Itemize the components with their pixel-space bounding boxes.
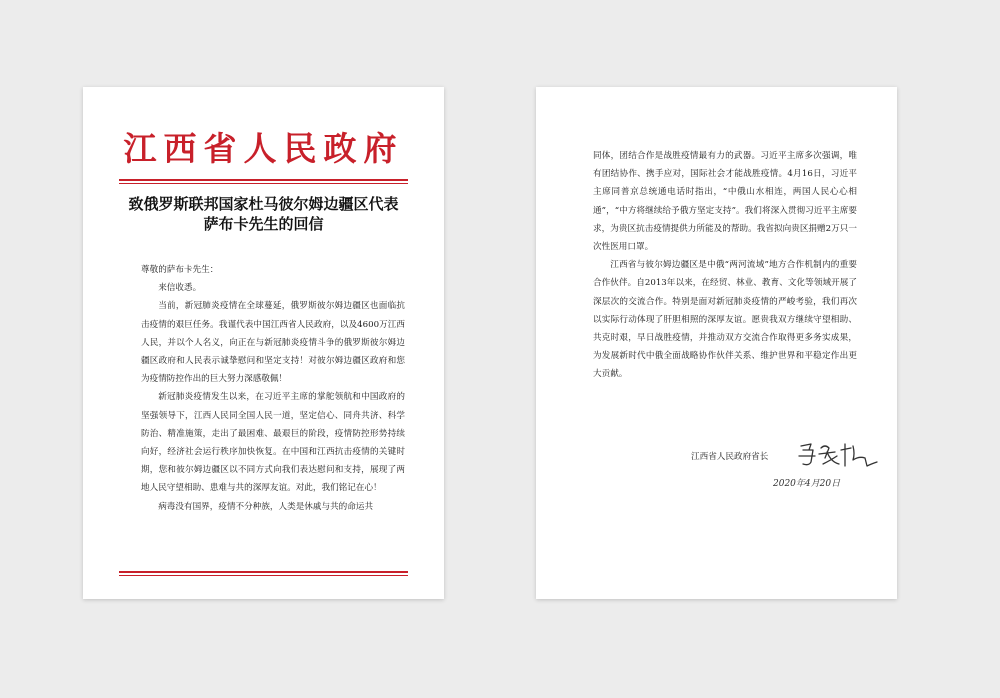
signature-block (691, 438, 891, 478)
paragraph: 江西省与彼尔姆边疆区是中俄“两河流域”地方合作机制内的重要合作伙伴。自2013年以来，在经贸、林业、教育、文化等领域开展了深层次的交流合作。特别是面对新冠肺炎疫情的严峻考验，我们再次以实际行动体现了肝胆相照的深厚友谊。愿贵我双方继续守望相助、共克时艰，早日战胜疫情，并推动双方交流合作取得更多务实成果，为发展新时代中俄全面战略协作伙伴关系、维护世界和平稳定作出更大贡献。 (593, 260, 857, 380)
handwritten-signature (795, 438, 881, 472)
paragraph: 当前，新冠肺炎疫情在全球蔓延，俄罗斯彼尔姆边疆区也面临抗击疫情的艰巨任务。我谨代表中国江西省人民政府，以及4600万江西人民，并以个人名义，向正在与新冠肺炎疫情斗争的俄罗斯彼尔姆边疆区政府和人民表示诚挚慰问和坚定支持！对彼尔姆边疆区政府和您为疫情防控作出的巨大努力深感敬佩！ (141, 301, 405, 385)
letter-title-line-1: 致俄罗斯联邦国家杜马彼尔姆边疆区代表 (128, 195, 399, 213)
footer-rule (119, 571, 408, 573)
paragraph: 病毒没有国界，疫情不分种族，人类是休戚与共的命运共 (158, 501, 374, 512)
letter-page-1 (83, 87, 444, 599)
letter-page-2 (536, 87, 897, 599)
handwritten-date: 2020年4月20日 (773, 479, 841, 489)
letter-body-page-2 (593, 147, 857, 384)
signatory-title: 江西省人民政府省长 (691, 452, 769, 462)
letterhead: 江西省人民政府 (123, 129, 404, 168)
paragraph: 同体，团结合作是战胜疫情最有力的武器。习近平主席多次强调，唯有团结协作、携手应对，国际社会才能战胜疫情。4月16日，习近平主席同普京总统通电话时指出，“中俄山水相连，两国人民心心相通”，“中方将继续给予俄方坚定支持”。我们将深入贯彻习近平主席要求，为贵区抗击疫情提供力所能及的帮助。我省拟向贵区捐赠2万只一次性医用口罩。 (593, 151, 857, 253)
paragraph: 新冠肺炎疫情发生以来，在习近平主席的掌舵领航和中国政府的坚强领导下，江西人民同全国人民一道，坚定信心、同舟共济、科学防治、精准施策，走出了最困难、最艰巨的阶段，疫情防控形势持续向好，经济社会运行秩序加快恢复。在中国和江西抗击疫情的关键时期，您和彼尔姆边疆区以不同方式向我们表达慰问和支持，展现了两地人民守望相助、患难与共的深厚友谊。对此，我们铭记在心！ (141, 392, 405, 494)
letterhead-rule (119, 179, 408, 181)
paragraph: 来信收悉。 (158, 283, 202, 294)
salutation: 尊敬的萨布卡先生： (141, 265, 219, 275)
letter-title-line-2: 萨布卡先生的回信 (203, 215, 324, 233)
letter-body-page-1 (141, 261, 405, 516)
